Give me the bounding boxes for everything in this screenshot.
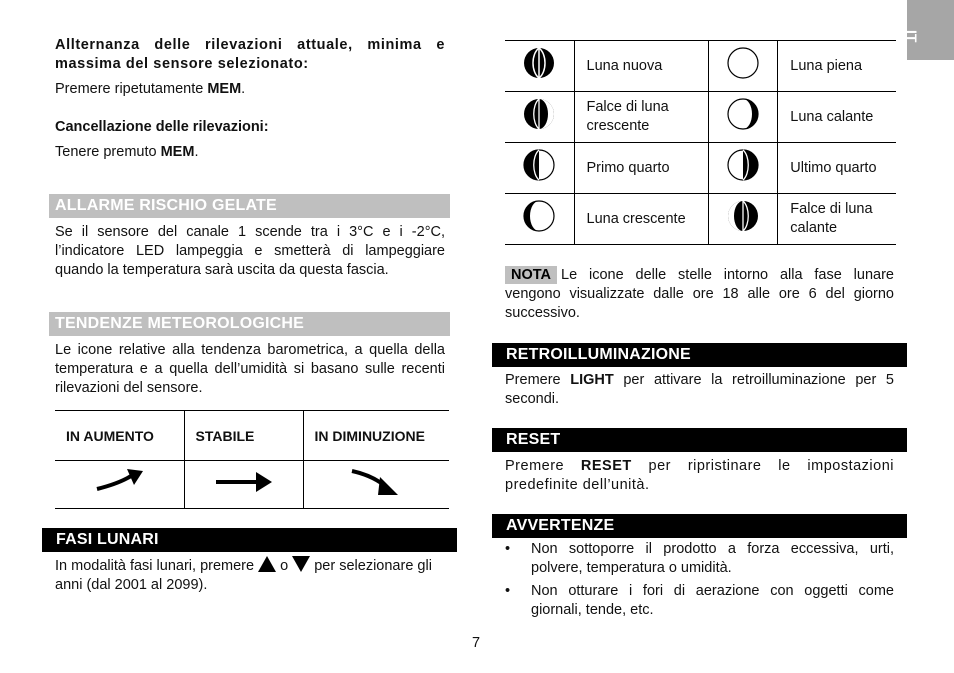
arrow-steady-icon bbox=[184, 461, 303, 509]
frost-alarm-header: ALLARME RISCHIO GELATE bbox=[49, 194, 450, 218]
moon-label-waxing-gibbous: Luna crescente bbox=[574, 194, 709, 245]
alternate-readings-text: Premere ripetutamente MEM. bbox=[55, 81, 246, 97]
list-item: • Non sottoporre il prodotto a forza eccessiva, urti, polvere, temperatura o umidità. bbox=[505, 541, 894, 576]
nota-badge: NOTA bbox=[505, 266, 557, 284]
trend-col-falling: IN DIMINUZIONE bbox=[303, 411, 449, 461]
waning-crescent-icon bbox=[709, 194, 778, 245]
moon-label-first-quarter: Primo quarto bbox=[574, 143, 709, 194]
frost-alarm-text: Se il sensore del canale 1 scende tra i 3°C e i -2°C, l’indicatore LED lampeggia e smetterà di lampeggiare quando la temperatura sarà uscita da questa fascia. bbox=[55, 224, 445, 278]
waxing-gibbous-icon bbox=[505, 194, 574, 245]
last-quarter-icon bbox=[709, 143, 778, 194]
down-arrow-icon bbox=[292, 556, 310, 572]
backlight-header: RETROILLUMINAZIONE bbox=[492, 343, 907, 367]
weather-trend-header: TENDENZE METEOROLOGICHE bbox=[49, 312, 450, 336]
reset-key: RESET bbox=[580, 458, 632, 474]
warnings-list bbox=[505, 540, 894, 624]
arrow-rising-icon bbox=[55, 461, 184, 509]
clear-readings-heading: Cancellazione delle rilevazioni: bbox=[55, 119, 269, 135]
warnings-header: AVVERTENZE bbox=[492, 514, 907, 538]
reset-text: Premere RESET per ripristinare le impostazioni predefinite dell’unità. bbox=[505, 458, 894, 493]
moon-label-waning-crescent: Falce di luna calante bbox=[778, 194, 896, 245]
first-quarter-icon bbox=[505, 143, 574, 194]
language-tab bbox=[904, 0, 954, 60]
weather-trend-text: Le icone relative alla tendenza barometrica, a quella della temperatura e a quella dell’umidità si basano sulle recenti rilevazioni del sensore. bbox=[55, 342, 445, 396]
moon-phases-text: In modalità fasi lunari, premere o per selezionare gli anni (dal 2001 al 2099). bbox=[55, 558, 432, 593]
page-number: 7 bbox=[471, 635, 481, 651]
trend-col-steady: STABILE bbox=[184, 411, 303, 461]
moon-label-waxing-crescent: Falce di luna crescente bbox=[574, 92, 709, 143]
nota-paragraph: NOTA Le icone delle stelle intorno alla fase lunare vengono visualizzate dalle ore 18 alle ore 6 del giorno successivo. bbox=[505, 267, 894, 321]
list-item: • Non otturare i fori di aerazione con oggetti come giornali, tende, etc. bbox=[505, 583, 894, 618]
mem-key: MEM bbox=[160, 144, 195, 160]
moon-label-last-quarter: Ultimo quarto bbox=[778, 143, 896, 194]
waning-gibbous-icon bbox=[709, 92, 778, 143]
arrow-falling-icon bbox=[303, 461, 449, 509]
reset-header: RESET bbox=[492, 428, 907, 452]
language-tab-label: IT bbox=[904, 30, 920, 43]
up-arrow-icon bbox=[258, 556, 276, 572]
moon-label-waning-gibbous: Luna calante bbox=[778, 92, 896, 143]
moon-phase-table bbox=[505, 40, 896, 245]
backlight-text: Premere LIGHT per attivare la retroilluminazione per 5 secondi. bbox=[505, 372, 894, 407]
new-moon-icon bbox=[505, 41, 574, 92]
moon-label-new: Luna nuova bbox=[574, 41, 709, 92]
full-moon-icon bbox=[709, 41, 778, 92]
clear-readings-text: Tenere premuto MEM. bbox=[55, 144, 199, 160]
light-key: LIGHT bbox=[570, 372, 614, 388]
moon-phases-header: FASI LUNARI bbox=[42, 528, 457, 552]
moon-label-full: Luna piena bbox=[778, 41, 896, 92]
trend-table bbox=[55, 410, 449, 509]
alternate-readings-heading: Allternanza delle rilevazioni attuale, minima e massima del sensore selezionato: bbox=[55, 37, 445, 72]
waxing-crescent-icon bbox=[505, 92, 574, 143]
trend-col-rising: IN AUMENTO bbox=[55, 411, 184, 461]
mem-key: MEM bbox=[207, 81, 242, 97]
